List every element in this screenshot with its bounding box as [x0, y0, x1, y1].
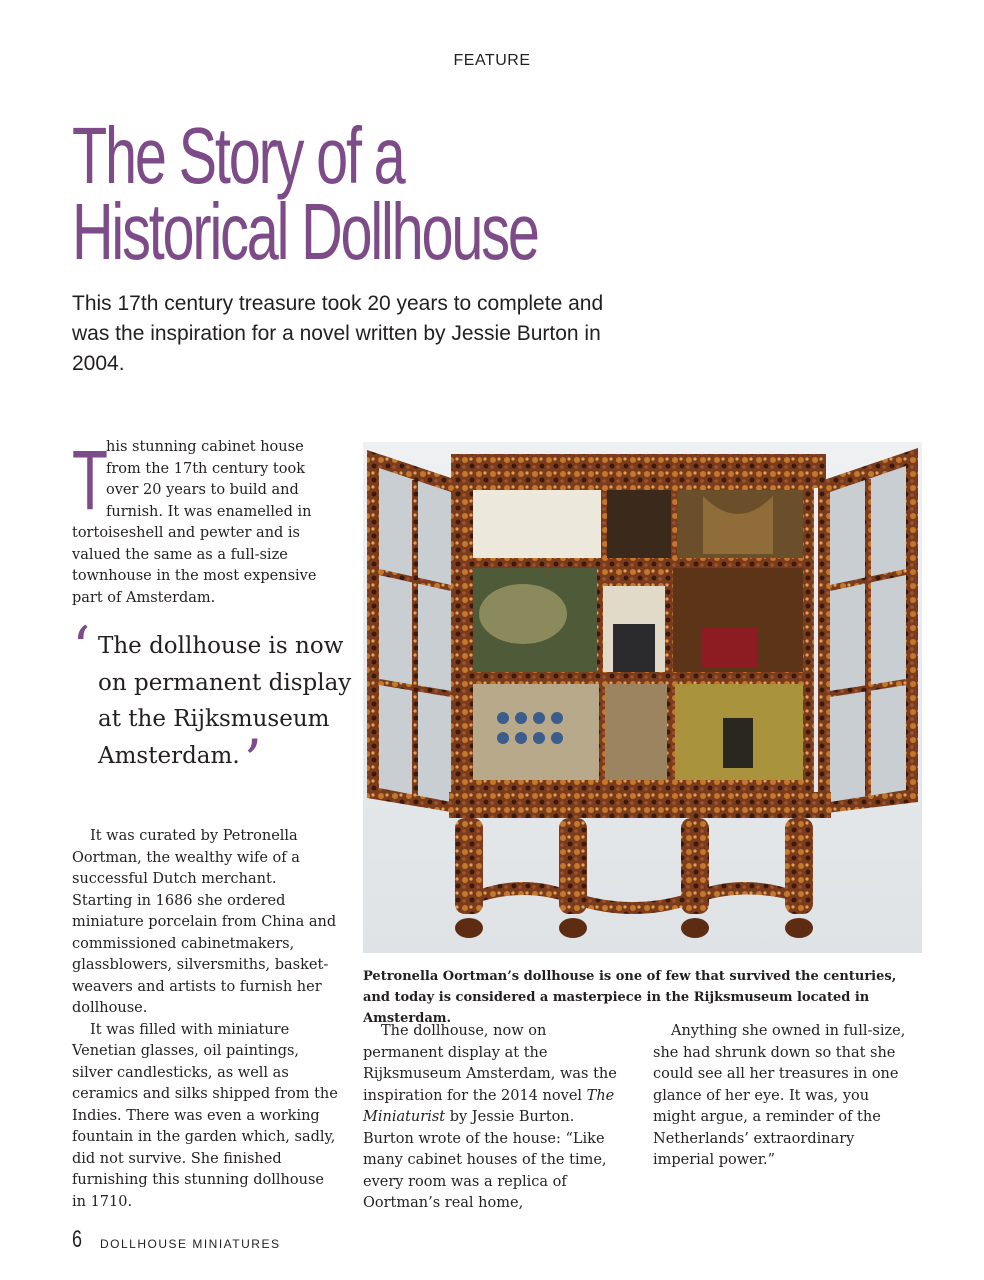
intro-text: his stunning cabinet house from the 17th century took over 20 years to build and furnish. It was enamelled in tortoiseshell and pewter and is valued the same as a full-size townhouse in the most expensive part of Amsterdam.: [72, 439, 317, 606]
pull-quote: [72, 614, 352, 795]
open-quote-mark: ‘: [72, 614, 91, 682]
close-quote-mark: ’: [243, 726, 263, 795]
col2-text-before: The dollhouse, now on permanent display at the Rijksmuseum Amsterdam, was the inspiration for the 2014 novel: [363, 1023, 617, 1104]
column-1-body: [72, 826, 340, 1213]
body-paragraph: [363, 1021, 625, 1215]
dollhouse-illustration: [363, 442, 922, 953]
body-paragraph: It was filled with miniature Venetian glasses, oil paintings, silver candlesticks, as well as ceramics and silks shipped from the Indies. There was even a working fountain in the garden which, sadly, did not survive. She finished furnishing this stunning dollhouse in 1710.: [72, 1021, 338, 1210]
magazine-name: DOLLHOUSE MINIATURES: [100, 1237, 281, 1251]
column-2-body: [363, 1021, 625, 1215]
col2-text-after: by Jessie Burton. Burton wrote of the house: “Like many cabinet houses of the time, every room was a replica of Oortman’s real home,: [363, 1109, 607, 1211]
drop-cap: T: [72, 433, 108, 527]
body-paragraph: Anything she owned in full-size, she had shrunk down so that she could see all her treasures in one glance of her eye. It was, you might argue, a reminder of the Netherlands’ extraordinary imperial power.”: [653, 1023, 906, 1168]
pull-quote-text: The dollhouse is now on permanent display at the Rijksmuseum Amsterdam.: [98, 633, 352, 769]
article-subtitle: This 17th century treasure took 20 years to complete and was the inspiration for a novel written by Jessie Burton in 2004.: [72, 292, 604, 375]
column-3-body: [653, 1021, 915, 1172]
article-title: [72, 111, 538, 276]
title-line-1: The Story of a: [72, 111, 404, 200]
body-paragraph: It was curated by Petronella Oortman, the wealthy wife of a successful Dutch merchant. Starting in 1686 she ordered miniature porcelain from China and commissioned cabinetmakers, glassblowers, silversmiths, basket-weavers and artists to furnish her dollhouse.: [72, 828, 337, 1016]
section-label: FEATURE: [453, 52, 531, 69]
intro-paragraph: [72, 433, 342, 609]
title-line-2: Historical Dollhouse: [72, 187, 538, 276]
novel-title: The Miniaturist: [363, 1087, 615, 1125]
dollhouse-photo: [363, 442, 922, 953]
page-number: 6: [72, 1226, 83, 1253]
photo-caption: Petronella Oortman’s dollhouse is one of few that survived the centuries, and today is considered a masterpiece in the Rijksmuseum located in Amsterdam.: [363, 969, 897, 1026]
